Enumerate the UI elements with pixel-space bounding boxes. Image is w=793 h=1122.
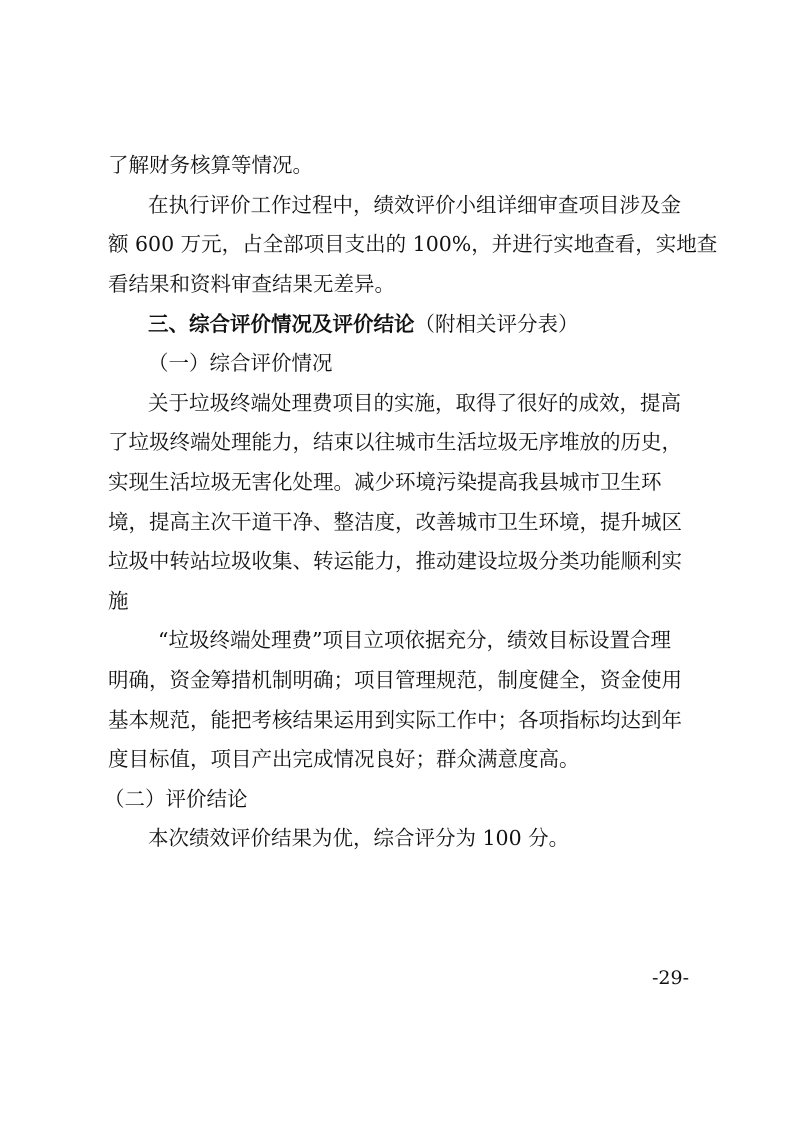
paragraph-line: 了解财务核算等情况。 xyxy=(108,153,313,177)
paragraph-line: 基本规范，能把考核结果运用到实际工作中；各项指标均达到年 xyxy=(108,708,682,732)
paragraph-line: 看结果和资料审查结果无差异。 xyxy=(108,272,395,296)
paragraph-line: 在执行评价工作过程中，绩效评价小组详细审查项目涉及金 xyxy=(148,193,681,217)
paragraph-line: 度目标值，项目产出完成情况良好；群众满意度高。 xyxy=(108,747,580,771)
paragraph-line: 明确，资金筹措机制明确；项目管理规范，制度健全，资金使用 xyxy=(108,668,682,692)
subsection-heading: （二）评价结论 xyxy=(104,787,248,811)
paragraph-line: 实现生活垃圾无害化处理。减少环境污染提高我县城市卫生环 xyxy=(108,470,662,494)
section-heading xyxy=(148,312,579,336)
paragraph-line: 本次绩效评价结果为优，综合评分为 100 分。 xyxy=(148,826,570,850)
paragraph-line: 境，提高主次干道干净、整洁度，改善城市卫生环境，提升城区 xyxy=(108,510,682,534)
paragraph-line: “垃圾终端处理费”项目立项依据充分，绩效目标设置合理 xyxy=(158,628,671,652)
subsection-heading: （一）综合评价情况 xyxy=(148,351,333,375)
section-heading-note: （附相关评分表） xyxy=(414,312,579,336)
paragraph-line: 了垃圾终端处理能力，结束以往城市生活垃圾无序堆放的历史， xyxy=(108,430,682,454)
paragraph-line: 垃圾中转站垃圾收集、转运能力，推动建设垃圾分类功能顺利实 xyxy=(108,549,682,573)
paragraph-line: 额 600 万元，占全部项目支出的 100%，并进行实地查看，实地查 xyxy=(108,232,718,256)
paragraph-line: 关于垃圾终端处理费项目的实施，取得了很好的成效，提高 xyxy=(148,391,681,415)
page-number: -29- xyxy=(652,967,690,989)
section-heading-main: 三、综合评价情况及评价结论 xyxy=(148,312,415,336)
paragraph-line: 施 xyxy=(108,589,129,613)
